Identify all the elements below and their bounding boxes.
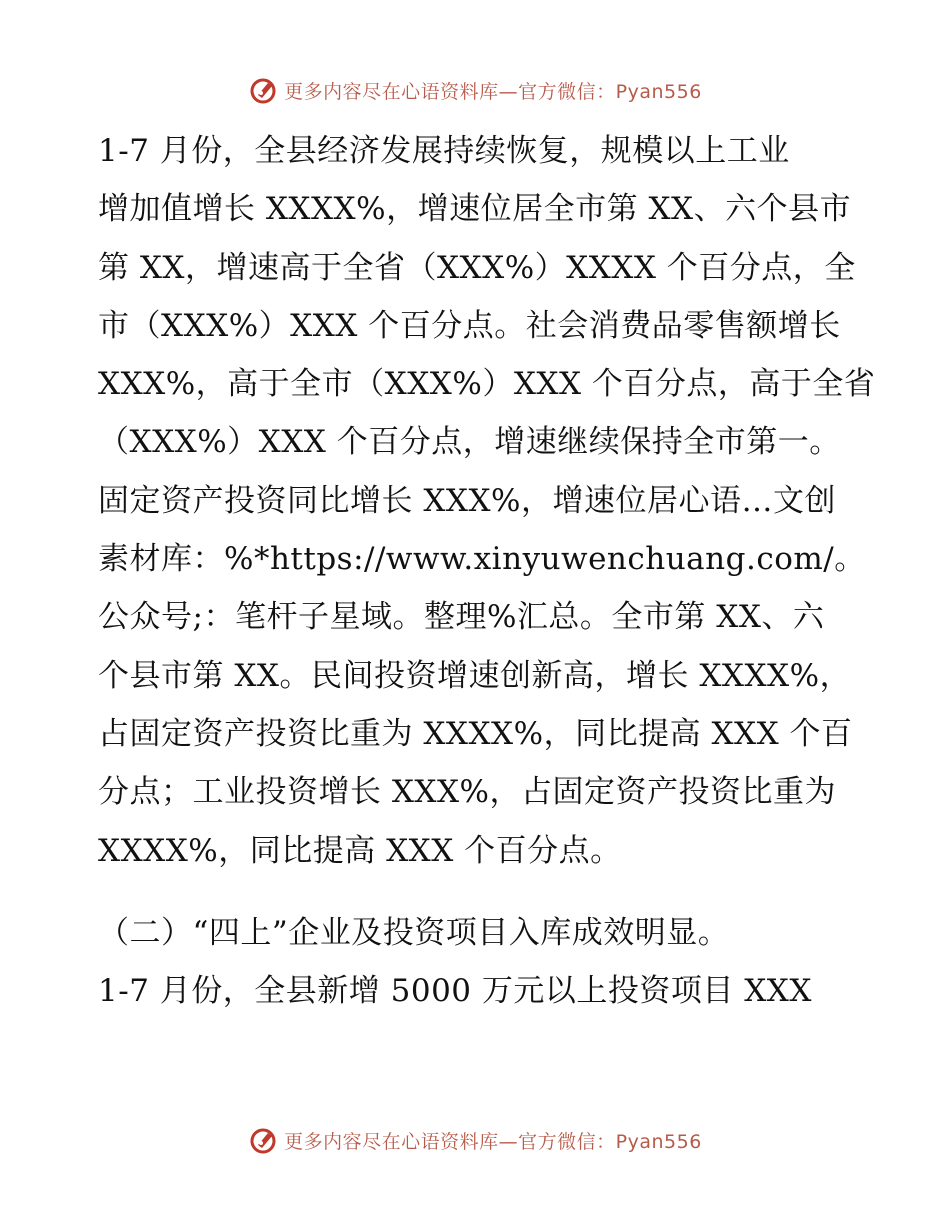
pen-nib-circle-icon [248, 1125, 278, 1155]
text-line: 1-7 月份，全县新增 5000 万元以上投资项目 XXX [98, 973, 812, 1010]
text-line: 个县市第 XX。民间投资增速创新高，增长 XXXX%， [98, 657, 852, 694]
text-line: 占固定资产投资比重为 XXXX%，同比提高 XXX 个百 [98, 715, 853, 752]
footer-banner [0, 1120, 950, 1160]
header-banner [0, 70, 950, 110]
text-line: XXXX%，同比提高 XXX 个百分点。 [98, 832, 622, 869]
text-line: 增加值增长 XXXX%，增速位居全市第 XX、六个县市 [98, 191, 852, 228]
paragraph-1 [98, 122, 876, 880]
section-heading-line: （二）“四上”企业及投资项目入库成效明显。 [98, 914, 730, 951]
text-line: XXX%，高于全市（XXX%）XXX 个百分点，高于全省 [98, 366, 876, 403]
text-line: 1-7 月份，全县经济发展持续恢复，规模以上工业 [98, 133, 790, 169]
document-body [98, 122, 876, 1020]
text-line: 公众号;：笔杆子星域。整理%汇总。全市第 XX、六 [98, 599, 825, 636]
text-line: 分点；工业投资增长 XXX%，占固定资产投资比重为 [98, 774, 837, 811]
text-line: 固定资产投资同比增长 XXX%，增速位居心语…文创 [98, 482, 837, 519]
pen-nib-circle-icon [248, 75, 278, 105]
paragraph-2 [98, 904, 858, 1021]
header-banner-text: 更多内容尽在心语资料库—官方微信：Pyan556 [284, 80, 702, 103]
text-line: （XXX%）XXX 个百分点，增速继续保持全市第一。 [98, 424, 841, 461]
footer-banner-text: 更多内容尽在心语资料库—官方微信：Pyan556 [284, 1130, 702, 1153]
text-line: 素材库：%*https://www.xinyuwenchuang.com/。 [98, 541, 866, 578]
text-line: 市（XXX%）XXX 个百分点。社会消费品零售额增长 [98, 307, 841, 344]
text-line: 第 XX，增速高于全省（XXX%）XXXX 个百分点，全 [98, 249, 856, 286]
